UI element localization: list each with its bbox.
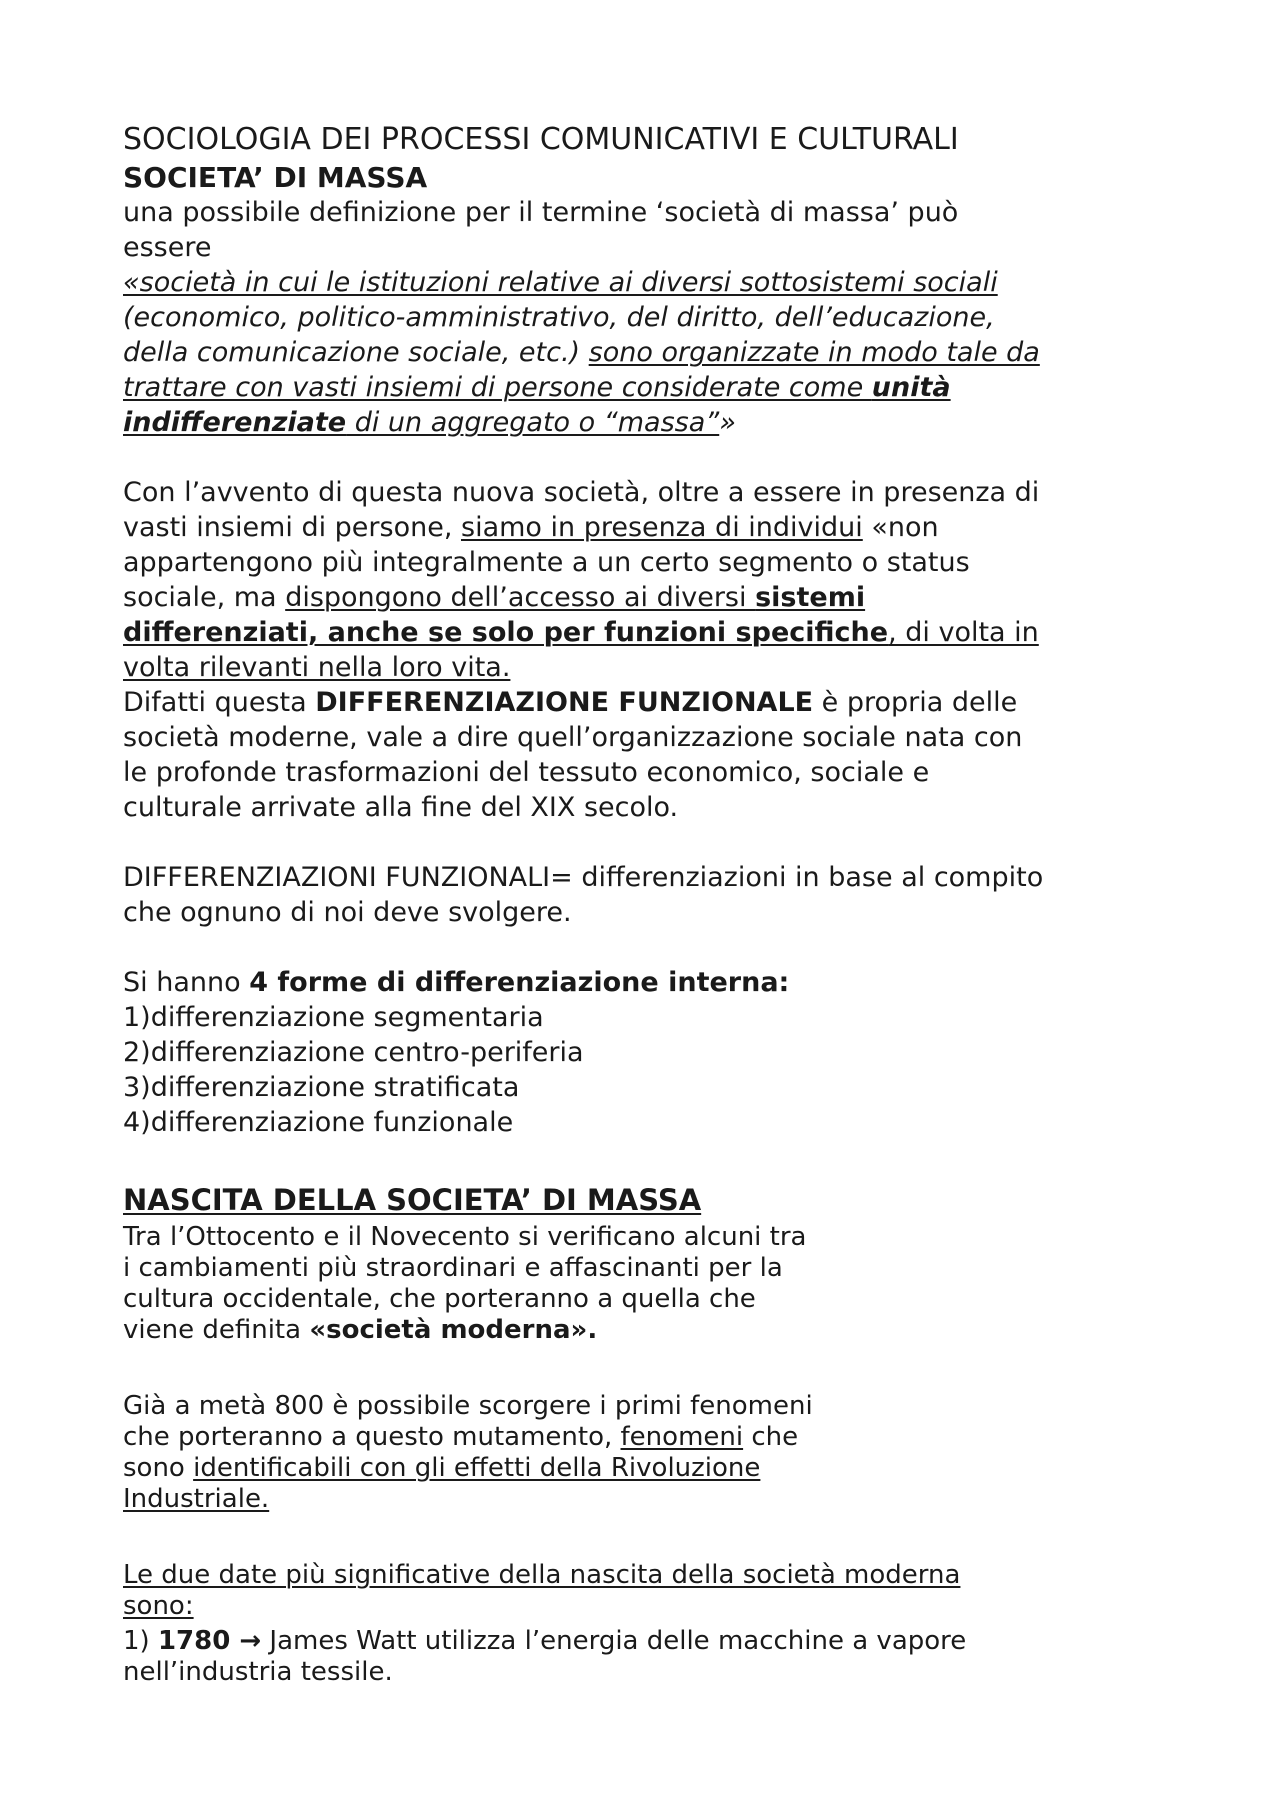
forms-intro: Si hanno 4 forme di differenziazione interna: [123,967,790,998]
date-1780-line-2: nell’industria tessile. [123,1657,393,1687]
nascita-para1-line-4: viene definita «società moderna». [123,1315,598,1345]
dates-intro-line-1: Le due date più significative della nascita della società moderna [123,1560,961,1590]
nascita-para1-line-3: cultura occidentale, che porteranno a quella che [123,1284,756,1314]
nascita-para2-line-3: sono identificabili con gli effetti della Rivoluzione [123,1453,761,1483]
list-item: 4)differenziazione funzionale [123,1107,514,1138]
quote-line-2: (economico, politico-amministrativo, del diritto, dell’educazione, [123,302,995,333]
list-item: 2)differenziazione centro-periferia [123,1037,584,1068]
intro-line-2: essere [123,232,212,263]
nascita-para1-line-1: Tra l’Ottocento e il Novecento si verificano alcuni tra [123,1222,807,1252]
para3-line-3: le profonde trasformazioni del tessuto economico, sociale e [123,757,930,788]
quote-line-4: trattare con vasti insiemi di persone considerate come unità [123,372,951,403]
dates-intro-line-2: sono: [123,1591,194,1621]
nascita-para2-line-4: Industriale. [123,1484,270,1514]
nascita-para2-line-1: Già a metà 800 è possibile scorgere i primi fenomeni [123,1391,813,1421]
nascita-para1-line-2: i cambiamenti più straordinari e affascinanti per la [123,1253,783,1283]
list-item: 1)differenziazione segmentaria [123,1002,544,1033]
para2-line-1: Con l’avvento di questa nuova società, oltre a essere in presenza di [123,477,1040,508]
para3-line-2: società moderne, vale a dire quell’organizzazione sociale nata con [123,722,1023,753]
definition-line-1: DIFFERENZIAZIONI FUNZIONALI= differenziazioni in base al compito [123,862,1044,893]
quote-line-1: «società in cui le istituzioni relative ai diversi sottosistemi sociali [123,267,998,298]
definition-line-2: che ognuno di noi deve svolgere. [123,897,572,928]
section-heading-societa-di-massa: SOCIETA’ DI MASSA [123,161,428,194]
para2-line-5: differenziati, anche se solo per funzioni specifiche, di volta in [123,617,1039,648]
quote-line-5: indifferenziate di un aggregato o “massa”» [123,407,736,438]
quote-line-3: della comunicazione sociale, etc.) sono organizzate in modo tale da [123,337,1040,368]
list-item: 3)differenziazione stratificata [123,1072,520,1103]
intro-line-1: una possibile definizione per il termine ‘società di massa’ può [123,197,959,228]
para3-line-4: culturale arrivate alla fine del XIX secolo. [123,792,679,823]
para2-line-6: volta rilevanti nella loro vita. [123,652,511,683]
para2-line-3: appartengono più integralmente a un certo segmento o status [123,547,970,578]
para3-line-1: Difatti questa DIFFERENZIAZIONE FUNZIONALE è propria delle [123,687,1018,718]
date-1780-line-1: 1) 1780 → James Watt utilizza l’energia delle macchine a vapore [123,1626,967,1656]
section-heading-nascita: NASCITA DELLA SOCIETA’ DI MASSA [123,1183,702,1217]
nascita-para2-line-2: che porteranno a questo mutamento, fenomeni che [123,1422,799,1452]
para2-line-2: vasti insiemi di persone, siamo in presenza di individui «non [123,512,939,543]
para2-line-4: sociale, ma dispongono dell’accesso ai diversi sistemi [123,582,866,613]
document-title: SOCIOLOGIA DEI PROCESSI COMUNICATIVI E CULTURALI [123,122,959,157]
